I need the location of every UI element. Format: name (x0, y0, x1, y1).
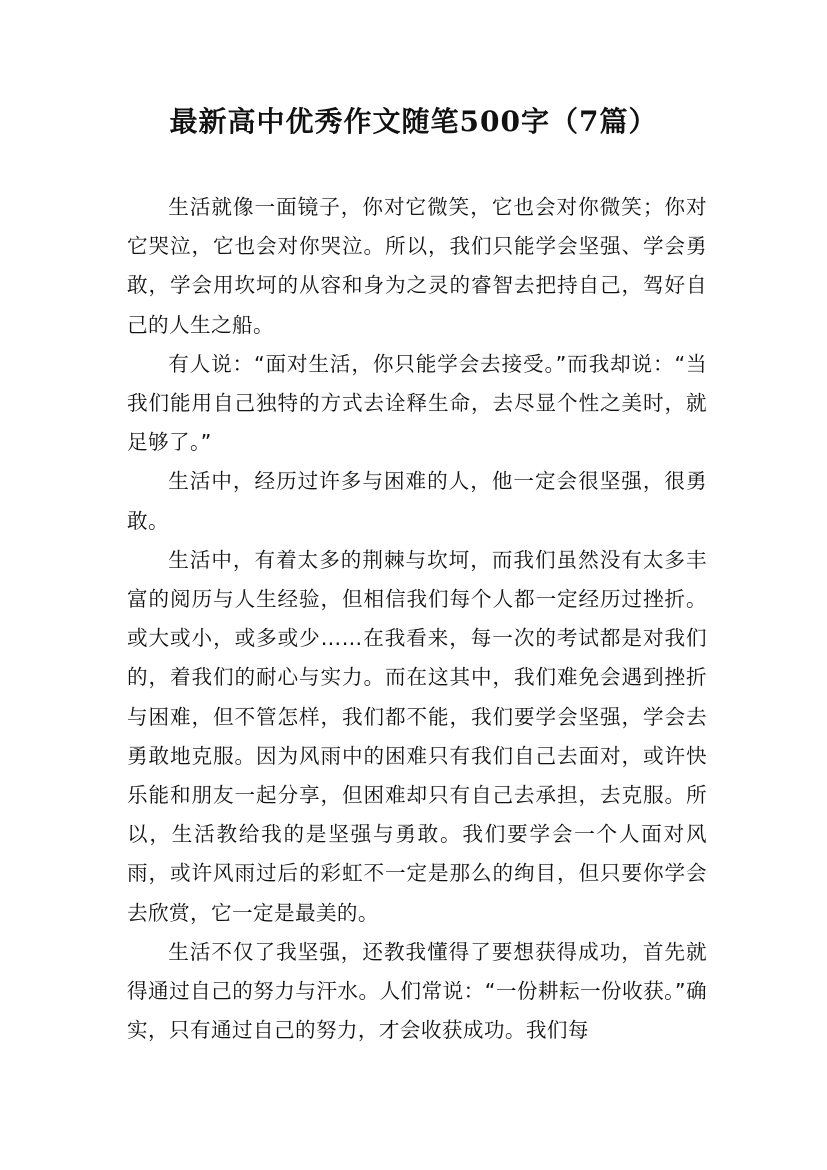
paragraph: 生活就像一面镜子，你对它微笑，它也会对你微笑；你对它哭泣，它也会对你哭泣。所以，我们只能学会坚强、学会勇敢，学会用坎坷的从容和身为之灵的睿智去把持自己，驾好自己的人生之船。 (127, 195, 707, 337)
paragraph: 生活不仅了我坚强，还教我懂得了要想获得成功，首先就得通过自己的努力与汗水。人们常说：“一份耕耘一份收获。”确实，只有通过自己的努力，才会收获成功。我们每 (127, 939, 707, 1043)
paragraph: 有人说：“面对生活，你只能学会去接受。”而我却说：“当我们能用自己独特的方式去诠释生命，去尽显个性之美时，就足够了。” (127, 351, 707, 455)
document-title: 最新高中优秀作文随笔500字（7篇） (169, 105, 658, 138)
paragraph: 生活中，有着太多的荆棘与坎坷，而我们虽然没有太多丰富的阅历与人生经验，但相信我们每个人都一定经历过挫折。或大或小，或多或少……在我看来，每一次的考试都是对我们的，着我们的耐心与实力。而在这其中，我们难免会遇到挫折与困难，但不管怎样，我们都不能，我们要学会坚强，学会去勇敢地克服。因为风雨中的困难只有我们自己去面对，或许快乐能和朋友一起分享，但困难却只有自己去承担，去克服。所以，生活教给我的是坚强与勇敢。我们要学会一个人面对风雨，或许风雨过后的彩虹不一定是那么的绚目，但只要你学会去欣赏，它一定是最美的。 (127, 547, 707, 925)
document-body (127, 188, 707, 1050)
paragraph: 生活中，经历过许多与困难的人，他一定会很坚强，很勇敢。 (127, 469, 707, 533)
